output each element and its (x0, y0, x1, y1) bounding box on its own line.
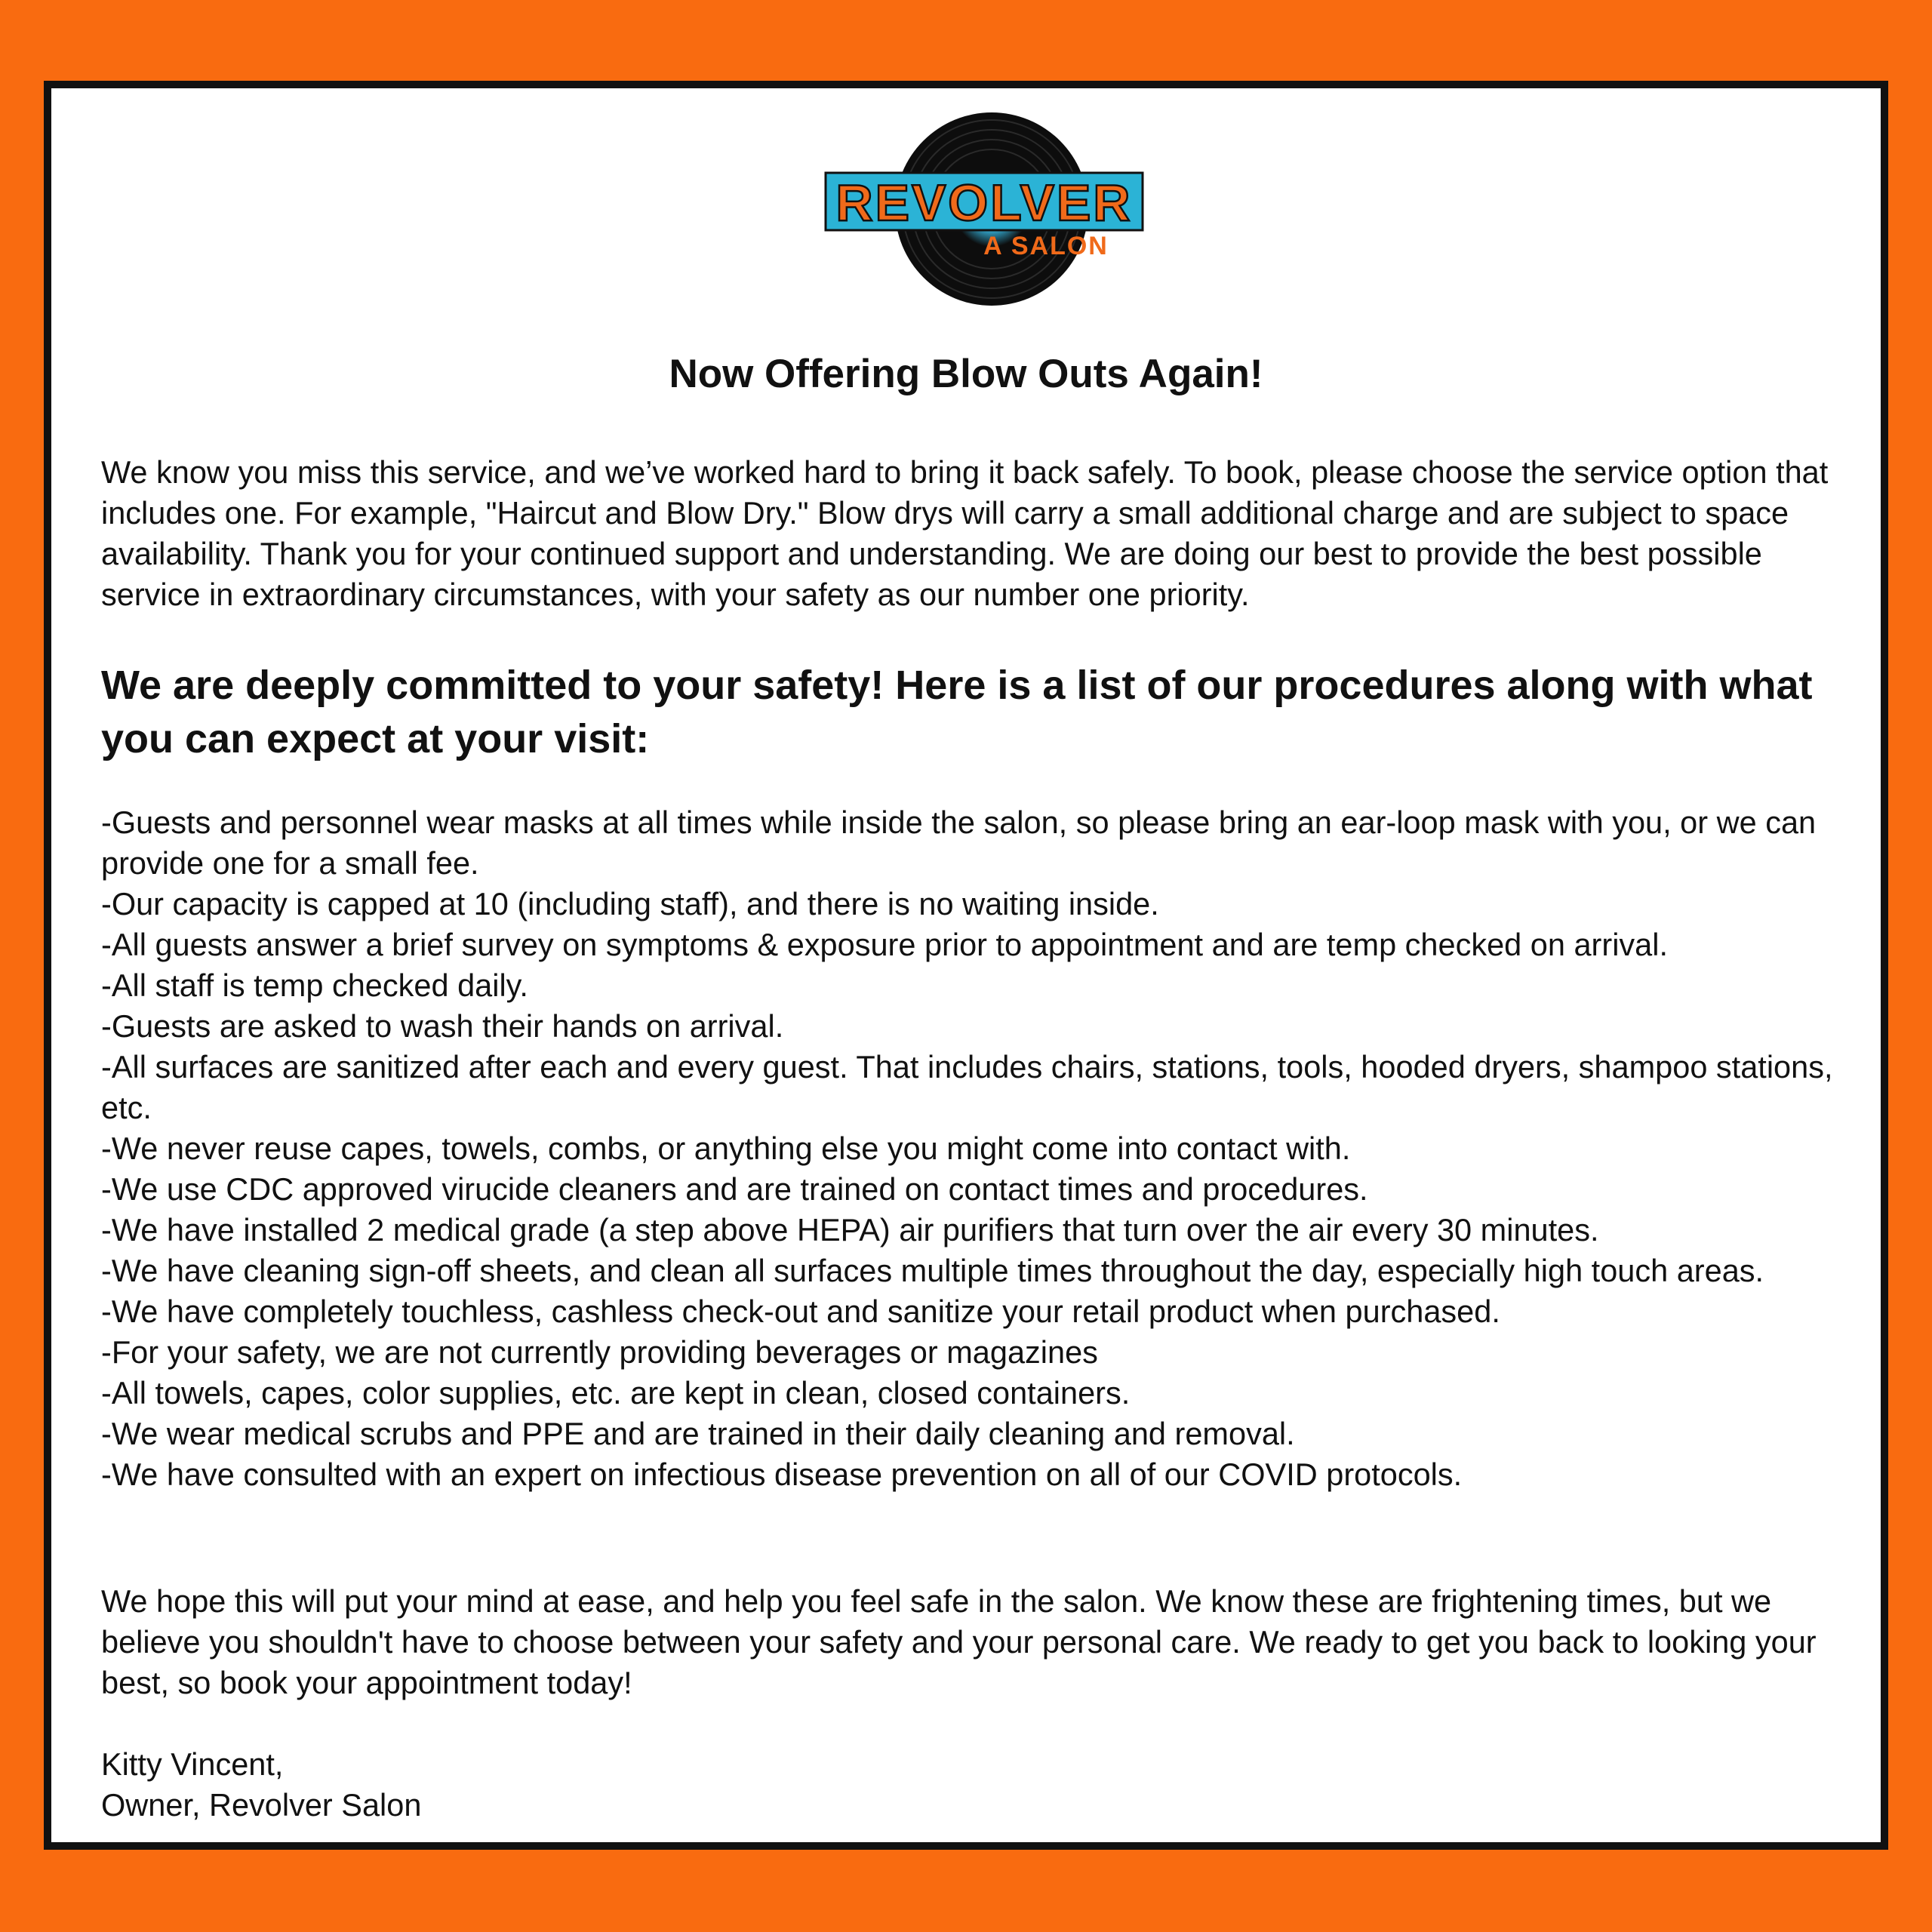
list-item: -Our capacity is capped at 10 (including staff), and there is no waiting inside. (101, 886, 1159, 921)
procedures-list (101, 802, 1882, 1495)
signature-name: Kitty Vincent, (101, 1746, 284, 1782)
list-item: -We wear medical scrubs and PPE and are trained in their daily cleaning and removal. (101, 1416, 1295, 1451)
list-item: -We have consulted with an expert on infectious disease prevention on all of our COVID protocols. (101, 1457, 1463, 1492)
list-item: -We have completely touchless, cashless check-out and sanitize your retail product when purchased. (101, 1294, 1500, 1329)
list-item: -All staff is temp checked daily. (101, 968, 528, 1003)
page-title: Now Offering Blow Outs Again! (669, 352, 1263, 396)
signature-block (101, 1744, 1867, 1826)
revolver-salon-logo (811, 111, 1173, 337)
list-item: -For your safety, we are not currently providing beverages or magazines (101, 1334, 1098, 1370)
signature-title: Owner, Revolver Salon (101, 1787, 422, 1823)
list-item: -Guests and personnel wear masks at all times while inside the salon, so please bring an ear-loop mask with you, or we can provide one for a small fee. (101, 804, 1817, 881)
list-item: -We use CDC approved virucide cleaners and are trained on contact times and procedures. (101, 1171, 1368, 1207)
list-item: -All guests answer a brief survey on symptoms & exposure prior to appointment and are temp checked on arrival. (101, 927, 1668, 962)
notice-card (44, 81, 1888, 1850)
safety-commitment-heading: We are deeply committed to your safety! Here is a list of our procedures along with what you can expect at your visit: (101, 663, 1813, 761)
logo-name: REVOLVER (835, 174, 1133, 232)
logo-tagline: A SALON (983, 232, 1109, 260)
list-item: -We never reuse capes, towels, combs, or anything else you might come into contact with. (101, 1131, 1351, 1166)
intro-paragraph: We know you miss this service, and we’ve worked hard to bring it back safely. To book, please choose the service option that includes one. For example, "Haircut and Blow Dry." Blow drys will carry a small additional charge and are subject to space availability. Thank you for your continued support and understanding. We are doing our best to provide the best possible service in extraordinary circumstances, with your safety as our number one priority. (101, 454, 1829, 612)
list-item: -We have installed 2 medical grade (a step above HEPA) air purifiers that turn over the air every 30 minutes. (101, 1212, 1599, 1247)
list-item: -All towels, capes, color supplies, etc. are kept in clean, closed containers. (101, 1375, 1131, 1411)
list-item: -We have cleaning sign-off sheets, and clean all surfaces multiple times throughout the day, especially high touch areas. (101, 1253, 1764, 1288)
list-item: -Guests are asked to wash their hands on arrival. (101, 1008, 784, 1044)
closing-paragraph: We hope this will put your mind at ease, and help you feel safe in the salon. We know these are frightening times, but we believe you shouldn't have to choose between your safety and your personal care. We ready to get you back to looking your best, so book your appointment today! (101, 1583, 1817, 1700)
list-item: -All surfaces are sanitized after each and every guest. That includes chairs, stations, tools, hooded dryers, shampoo stations, etc. (101, 1049, 1833, 1125)
